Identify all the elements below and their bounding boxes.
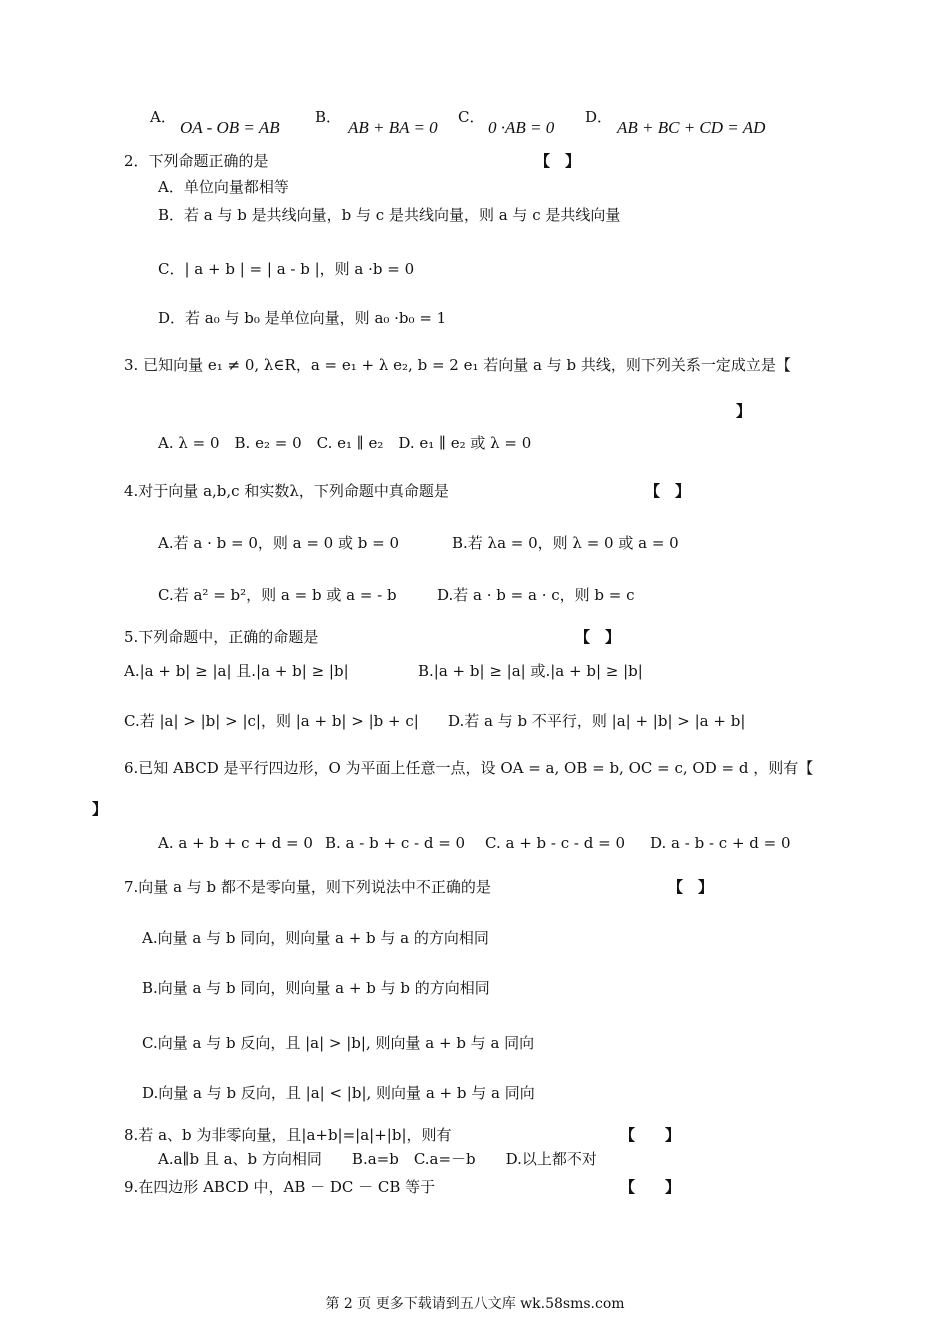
q1-option-b: B． [315,108,342,126]
q4-option-d: D.若 a · b = a · c，则 b = c [437,586,635,604]
q7-answer-bracket: 【 】 [668,878,714,896]
q1-option-b-expr: AB + BA = 0 [348,118,438,137]
q3-answer-bracket-end: 】 [736,402,752,420]
page-footer: 第 2 页 更多下载请到五八文库 wk.58sms.com [325,1296,625,1312]
q5-option-d: D.若 a 与 b 不平行，则 |a| + |b| > |a + b| [448,712,746,730]
q2-answer-bracket: 【 】 [535,152,581,170]
q4-option-c: C.若 a² = b²，则 a = b 或 a = - b [158,586,397,604]
q9-stem: 9.在四边形 ABCD 中，AB － DC － CB 等于 [124,1178,436,1196]
q5-option-b: B.|a + b| ≥ |a| 或.|a + b| ≥ |b| [418,662,643,680]
q7-option-c: C.向量 a 与 b 反向，且 |a| > |b|, 则向量 a + b 与 a 同向 [142,1034,535,1052]
q1-option-a-expr: OA - OB = AB [180,118,280,137]
q4-option-a: A.若 a · b = 0，则 a = 0 或 b = 0 [158,534,400,552]
q6-option-a: A. a + b + c + d = 0 [158,834,313,852]
q2-stem: 2．下列命题正确的是 [124,152,269,170]
q4-stem: 4.对于向量 a,b,c 和实数λ，下列命题中真命题是 [124,482,449,500]
q7-option-d: D.向量 a 与 b 反向，且 |a| < |b|, 则向量 a + b 与 a 同向 [142,1084,535,1102]
q6-answer-bracket-end: 】 [92,800,108,818]
q1-option-a: A． [150,108,176,126]
q2-option-c: C．| a + b | = | a - b |，则 a ·b = 0 [158,260,415,278]
q5-option-a: A.|a + b| ≥ |a| 且.|a + b| ≥ |b| [124,662,349,680]
q6-option-c: C. a + b - c - d = 0 [485,834,625,852]
q7-option-a: A.向量 a 与 b 同向，则向量 a + b 与 a 的方向相同 [142,929,489,947]
q5-option-c: C.若 |a| > |b| > |c|，则 |a + b| > |b + c| [124,712,419,730]
q1-option-d: D． [585,108,613,126]
q2-option-d: D．若 a₀ 与 b₀ 是单位向量，则 a₀ ·b₀ = 1 [158,309,447,327]
q3-stem: 3. 已知向量 e₁ ≠ 0, λ∈R，a = e₁ + λ e₂, b = 2 e₁ 若向量 a 与 b 共线，则下列关系一定成立是【 [124,356,791,374]
q1-option-c-expr: 0 ·AB = 0 [488,118,555,137]
q5-answer-bracket: 【 】 [575,628,621,646]
q2-option-a: A．单位向量都相等 [158,178,289,196]
q5-stem: 5.下列命题中，正确的命题是 [124,628,319,646]
q6-option-d: D. a - b - c + d = 0 [650,834,791,852]
q8-stem: 8.若 a、b 为非零向量，且|a+b|=|a|+|b|，则有 [124,1126,452,1144]
q4-option-b: B.若 λa = 0，则 λ = 0 或 a = 0 [452,534,679,552]
q7-stem: 7.向量 a 与 b 都不是零向量，则下列说法中不正确的是 [124,878,491,896]
q2-option-b: B．若 a 与 b 是共线向量，b 与 c 是共线向量，则 a 与 c 是共线向量 [158,206,621,224]
q4-answer-bracket: 【 】 [645,482,691,500]
q1-option-c: C． [458,108,485,126]
q1-option-d-expr: AB + BC + CD = AD [617,118,766,137]
q3-options: A. λ = 0 B. e₂ = 0 C. e₁ ∥ e₂ D. e₁ ∥ e₂ 或 λ = 0 [158,434,532,452]
q6-stem: 6.已知 ABCD 是平行四边形，O 为平面上任意一点，设 OA = a, OB = b, OC = c, OD = d ，则有【 [124,759,814,777]
q8-answer-bracket: 【 】 [620,1126,681,1144]
q7-option-b: B.向量 a 与 b 同向，则向量 a + b 与 b 的方向相同 [142,979,490,997]
q8-options: A.a∥b 且 a、b 方向相同 B.a=b C.a=－b D.以上都不对 [158,1150,597,1168]
q9-answer-bracket: 【 】 [620,1178,681,1196]
q6-option-b: B. a - b + c - d = 0 [325,834,466,852]
